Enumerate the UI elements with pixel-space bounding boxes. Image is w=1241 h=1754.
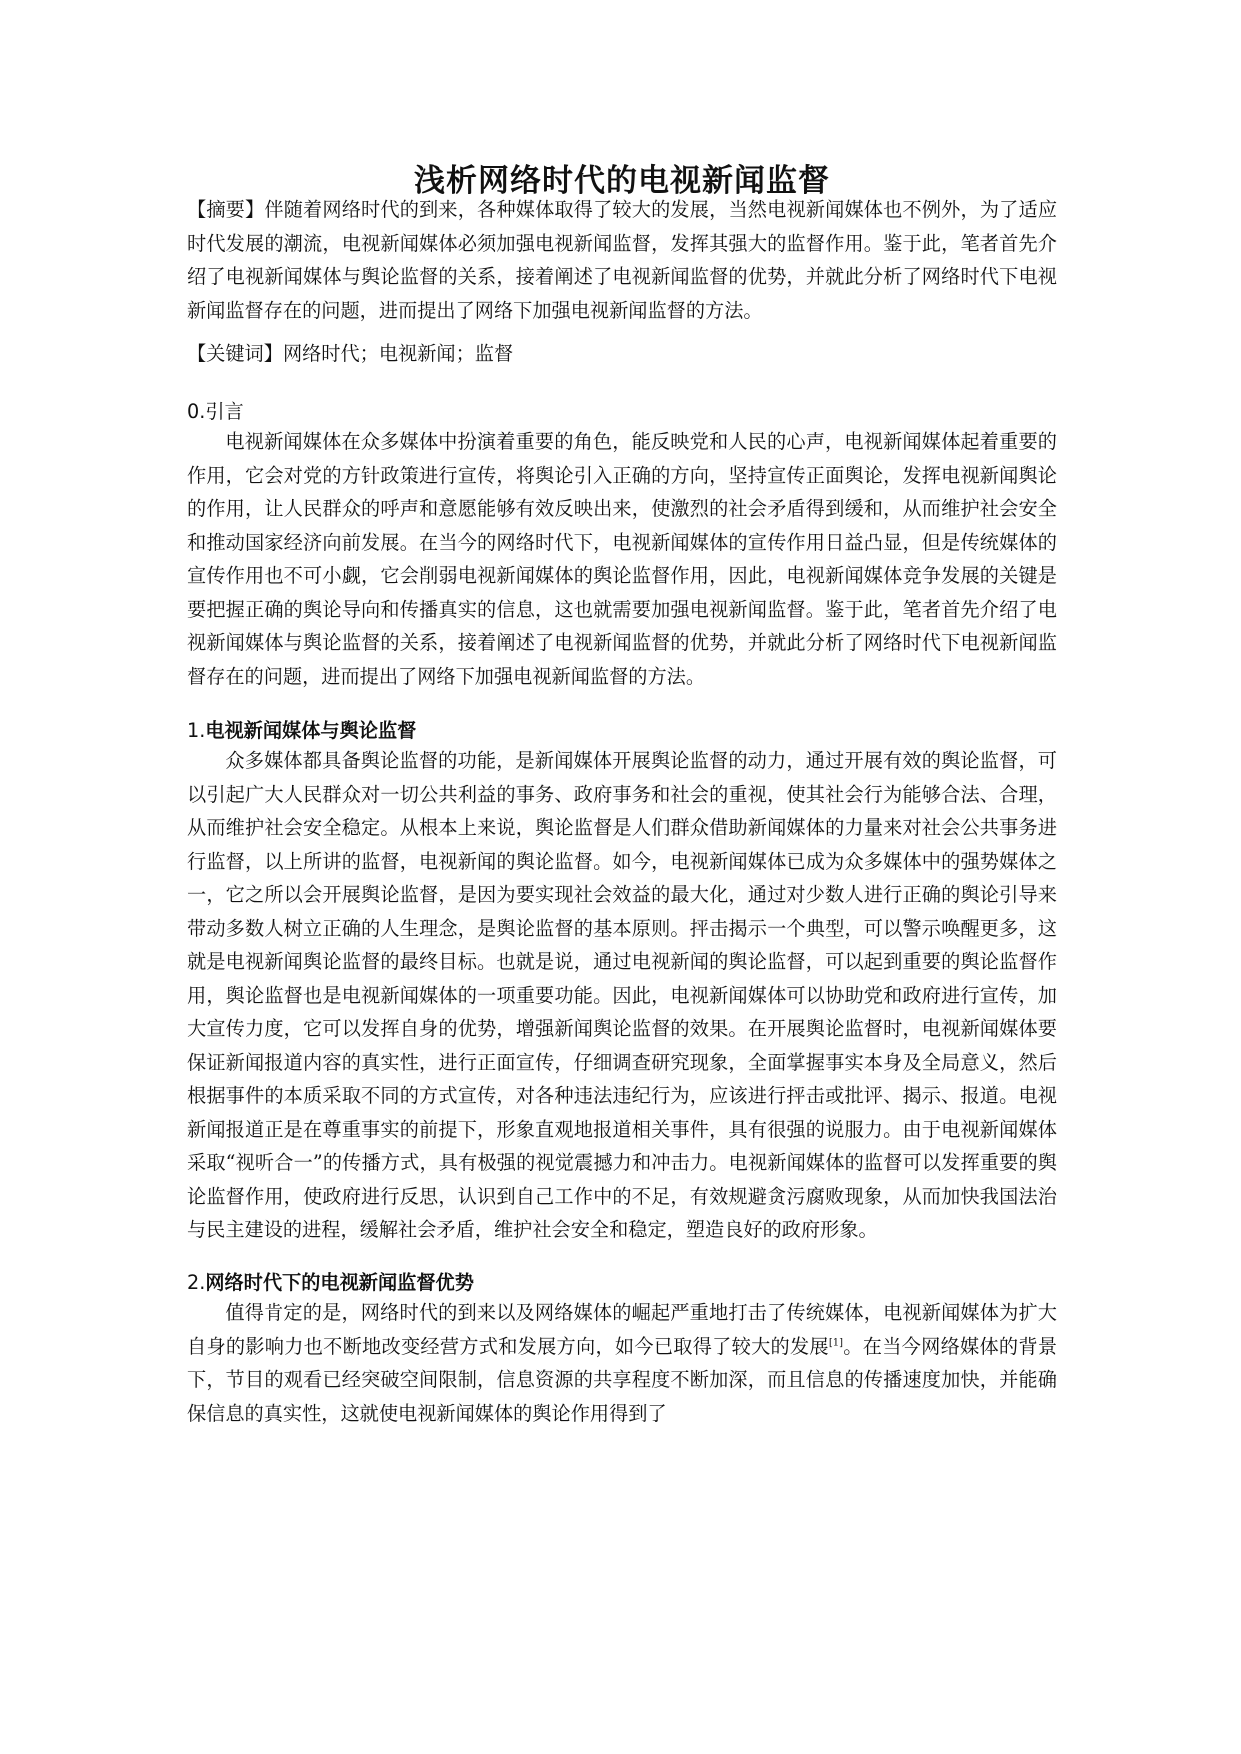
section-paragraph-2-part-a: 值得肯定的是，网络时代的到来以及网络媒体的崛起严重地打击了传统媒体，电视新闻媒体为扩大自身的影响力也不断地改变经营方式和发展方向，如今已取得了较大的发展	[187, 1301, 1057, 1358]
section-title: 电视新闻媒体与舆论监督	[205, 719, 417, 742]
page-title: 浅析网络时代的电视新闻监督	[414, 163, 830, 199]
section-number: 2.	[187, 1271, 206, 1294]
abstract	[187, 193, 1057, 327]
keywords	[187, 337, 1057, 371]
keywords-label: 【关键词】	[187, 342, 283, 365]
section-paragraph-2-part-b: 。在当今网络媒体的背景下，节目的观看已经突破空间限制，信息资源的共享程度不断加深，而且信息的传播速度加快，并能确保信息的真实性，这就使电视新闻媒体的舆论作用得到了	[187, 1334, 1058, 1425]
section-number: 0.	[187, 400, 206, 423]
section-heading-intro	[187, 395, 1057, 429]
abstract-text: 伴随着网络时代的到来，各种媒体取得了较大的发展，当然电视新闻媒体也不例外，为了适应时代发展的潮流，电视新闻媒体必须加强电视新闻监督，发挥其强大的监督作用。鉴于此，笔者首先介绍了电视新闻媒体与舆论监督的关系，接着阐述了电视新闻监督的优势，并就此分析了网络时代下电视新闻监督存在的问题，进而提出了网络下加强电视新闻监督的方法。	[187, 198, 1058, 322]
section-heading-1	[187, 714, 1057, 748]
section-heading-2	[187, 1266, 1057, 1300]
abstract-label: 【摘要】	[187, 198, 265, 221]
keywords-text: 网络时代；电视新闻；监督	[282, 342, 514, 365]
citation-reference: [1]	[828, 1337, 844, 1349]
section-paragraph-1: 众多媒体都具备舆论监督的功能，是新闻媒体开展舆论监督的动力，通过开展有效的舆论监督，可以引起广大人民群众对一切公共利益的事务、政府事务和社会的重视，使其社会行为能够合法、合理，从而维护社会安全稳定。从根本上来说，舆论监督是人们群众借助新闻媒体的力量来对社会公共事务进行监督，以上所讲的监督，电视新闻的舆论监督。如今，电视新闻媒体已成为众多媒体中的强势媒体之一，它之所以会开展舆论监督，是因为要实现社会效益的最大化，通过对少数人进行正确的舆论引导来带动多数人树立正确的人生理念，是舆论监督的基本原则。抨击揭示一个典型，可以警示唤醒更多，这就是电视新闻舆论监督的最终目标。也就是说，通过电视新闻的舆论监督，可以起到重要的舆论监督作用，舆论监督也是电视新闻媒体的一项重要功能。因此，电视新闻媒体可以协助党和政府进行宣传，加大宣传力度，它可以发挥自身的优势，增强新闻舆论监督的效果。在开展舆论监督时，电视新闻媒体要保证新闻报道内容的真实性，进行正面宣传，仔细调查研究现象，全面掌握事实本身及全局意义，然后根据事件的本质采取不同的方式宣传，对各种违法违纪行为，应该进行抨击或批评、揭示、报道。电视新闻报道正是在尊重事实的前提下，形象直观地报道相关事件，具有很强的说服力。由于电视新闻媒体采取“视听合一”的传播方式，具有极强的视觉震撼力和冲击力。电视新闻媒体的监督可以发挥重要的舆论监督作用，使政府进行反思，认识到自己工作中的不足，有效规避贪污腐败现象，从而加快我国法治与民主建设的进程，缓解社会矛盾，维护社会安全和稳定，塑造良好的政府形象。	[187, 749, 1057, 1241]
section-title: 引言	[205, 400, 244, 423]
section-number: 1.	[187, 719, 206, 742]
section-paragraph-intro: 电视新闻媒体在众多媒体中扮演着重要的角色，能反映党和人民的心声，电视新闻媒体起着重要的作用，它会对党的方针政策进行宣传，将舆论引入正确的方向，坚持宣传正面舆论，发挥电视新闻舆论的作用，让人民群众的呼声和意愿能够有效反映出来，使激烈的社会矛盾得到缓和，从而维护社会安全和推动国家经济向前发展。在当今的网络时代下，电视新闻媒体的宣传作用日益凸显，但是传统媒体的宣传作用也不可小觑，它会削弱电视新闻媒体的舆论监督作用，因此，电视新闻媒体竞争发展的关键是要把握正确的舆论导向和传播真实的信息，这也就需要加强电视新闻监督。鉴于此，笔者首先介绍了电视新闻媒体与舆论监督的关系，接着阐述了电视新闻监督的优势，并就此分析了网络时代下电视新闻监督存在的问题，进而提出了网络下加强电视新闻监督的方法。	[187, 430, 1057, 688]
section-paragraph-2	[187, 1296, 1057, 1430]
section-title: 网络时代下的电视新闻监督优势	[205, 1271, 474, 1294]
